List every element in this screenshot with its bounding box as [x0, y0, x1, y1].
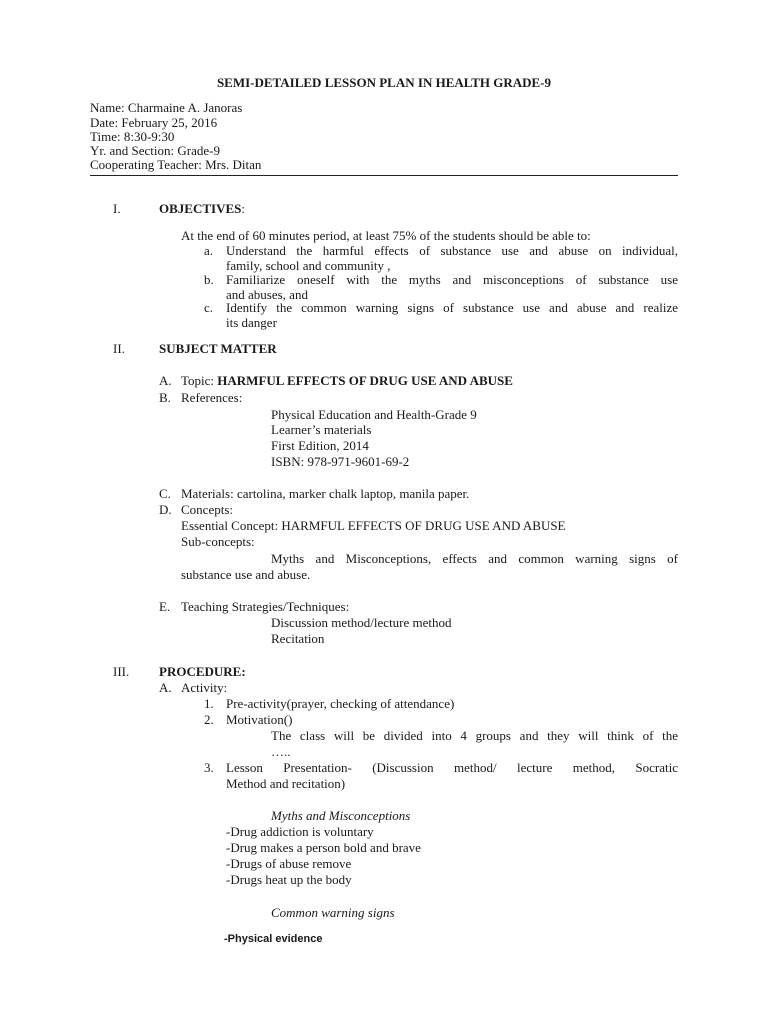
- page-title: SEMI-DETAILED LESSON PLAN IN HEALTH GRADE-9: [216, 75, 552, 90]
- physical-evidence: -Physical evidence: [224, 933, 323, 945]
- topic-marker: A.: [159, 373, 172, 388]
- references-marker: B.: [159, 390, 171, 405]
- objective-a-line2: family, school and community ,: [226, 258, 391, 273]
- strategy-item: Recitation: [271, 631, 325, 646]
- step-1-number: 1.: [204, 696, 214, 711]
- concepts-marker: D.: [159, 502, 172, 517]
- objective-c-line2: its danger: [226, 315, 277, 330]
- sub-concepts-label: Sub-concepts:: [181, 534, 255, 549]
- name-line: Name: Charmaine A. Janoras: [90, 100, 243, 115]
- objectives-heading: [159, 201, 245, 217]
- reference-item: Physical Education and Health-Grade 9: [271, 407, 477, 422]
- objective-b-line1: Familiarize oneself with the myths and misconceptions of substance use: [226, 272, 678, 287]
- warning-signs-title: Common warning signs: [271, 905, 395, 920]
- teacher-line: Cooperating Teacher: Mrs. Ditan: [90, 157, 262, 172]
- objective-a-marker: a.: [204, 243, 214, 258]
- header-divider: [90, 175, 678, 176]
- step-2-number: 2.: [204, 712, 214, 727]
- objectives-title: OBJECTIVES: [159, 201, 242, 216]
- section-1-number: I.: [113, 201, 121, 216]
- objectives-intro: At the end of 60 minutes period, at least 75% of the students should be able to:: [181, 228, 591, 243]
- activity-marker: A.: [159, 680, 172, 695]
- motivation: Motivation(): [226, 712, 293, 727]
- section-2-number: II.: [113, 341, 125, 356]
- motivation-detail-line1: The class will be divided into 4 groups and they will think of the: [271, 728, 678, 743]
- materials-marker: C.: [159, 486, 171, 501]
- step-3-number: 3.: [204, 760, 214, 775]
- essential-concept: Essential Concept: HARMFUL EFFECTS OF DRUG USE AND ABUSE: [181, 518, 566, 533]
- activity-label: Activity:: [181, 680, 228, 695]
- myth-item: -Drug addiction is voluntary: [226, 824, 374, 839]
- reference-item: ISBN: 978-971-9601-69-2: [271, 454, 410, 469]
- reference-item: First Edition, 2014: [271, 438, 369, 453]
- myths-title: Myths and Misconceptions: [271, 808, 411, 823]
- sub-concepts-line1: Myths and Misconceptions, effects and common warning signs of: [271, 551, 678, 566]
- topic-line: [181, 373, 513, 389]
- myth-item: -Drug makes a person bold and brave: [226, 840, 421, 855]
- topic-prefix: Topic:: [181, 373, 215, 388]
- myth-item: -Drugs heat up the body: [226, 872, 352, 887]
- procedure-heading: PROCEDURE:: [159, 664, 246, 679]
- motivation-detail-line2: …..: [271, 744, 291, 759]
- objective-c-marker: c.: [204, 300, 214, 315]
- materials-line: Materials: cartolina, marker chalk laptop, manila paper.: [181, 486, 470, 501]
- section-3-number: III.: [113, 664, 130, 679]
- objective-a-line1: Understand the harmful effects of substance use and abuse on individual,: [226, 243, 678, 258]
- lesson-presentation-line2: Method and recitation): [226, 776, 346, 791]
- strategies-marker: E.: [159, 599, 171, 614]
- topic-title: HARMFUL EFFECTS OF DRUG USE AND ABUSE: [217, 373, 513, 388]
- references-label: References:: [181, 390, 243, 405]
- strategies-label: Teaching Strategies/Techniques:: [181, 599, 350, 614]
- pre-activity: Pre-activity(prayer, checking of attendance): [226, 696, 455, 711]
- date-line: Date: February 25, 2016: [90, 115, 218, 130]
- strategy-item: Discussion method/lecture method: [271, 615, 452, 630]
- objective-c-line1: Identify the common warning signs of substance use and abuse and realize: [226, 300, 678, 315]
- myth-item: -Drugs of abuse remove: [226, 856, 352, 871]
- subject-matter-heading: SUBJECT MATTER: [159, 341, 277, 356]
- reference-item: Learner’s materials: [271, 422, 372, 437]
- objectives-colon: :: [241, 201, 245, 216]
- time-line: Time: 8:30-9:30: [90, 129, 175, 144]
- sub-concepts-line2: substance use and abuse.: [181, 567, 311, 582]
- objective-b-line2: and abuses, and: [226, 287, 308, 302]
- concepts-label: Concepts:: [181, 502, 233, 517]
- objective-b-marker: b.: [204, 272, 214, 287]
- lesson-presentation-line1: Lesson Presentation- (Discussion method/ lecture method, Socratic: [226, 760, 678, 775]
- section-line: Yr. and Section: Grade-9: [90, 143, 220, 158]
